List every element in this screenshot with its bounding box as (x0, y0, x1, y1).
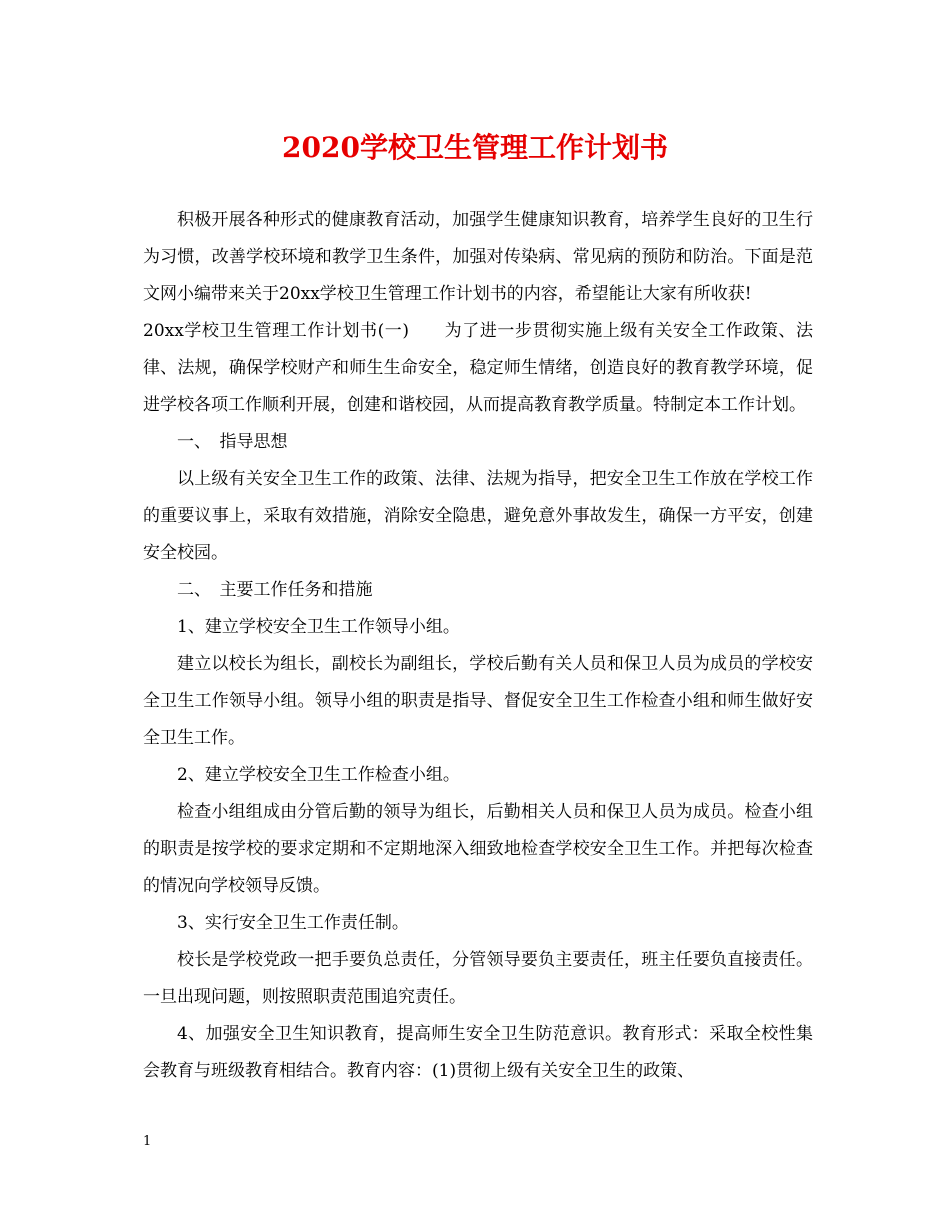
item-heading-inspection-group: 2、建立学校安全卫生工作检查小组。 (177, 765, 460, 785)
document-body (143, 202, 813, 1090)
paragraph-safety-education: 4、加强安全卫生知识教育，提高师生安全卫生防范意识。教育形式：采取全校性集会教育与班级教育相结合。教育内容：(1)贯彻上级有关安全卫生的政策、 (143, 1024, 813, 1081)
paragraph-leadership-group: 建立以校长为组长，副校长为副组长，学校后勤有关人员和保卫人员为成员的学校安全卫生工作领导小组。领导小组的职责是指导、督促安全卫生工作检查小组和师生做好安全卫生工作。 (143, 654, 813, 748)
paragraph-intro: 积极开展各种形式的健康教育活动，加强学生健康知识教育，培养学生良好的卫生行为习惯，改善学校环境和教学卫生条件，加强对传染病、常见病的预防和防治。下面是范文网小编带来关于20xx学校卫生管理工作计划书的内容，希望能让大家有所收获! (143, 210, 813, 304)
paragraph-inspection-group: 检查小组组成由分管后勤的领导为组长，后勤相关人员和保卫人员为成员。检查小组的职责是按学校的要求定期和不定期地深入细致地检查学校安全卫生工作。并把每次检查的情况向学校领导反馈。 (143, 802, 813, 896)
paragraph-guiding-ideology: 以上级有关安全卫生工作的政策、法律、法规为指导，把安全卫生工作放在学校工作的重要议事上，采取有效措施，消除安全隐患，避免意外事故发生，确保一方平安，创建安全校园。 (143, 469, 813, 563)
paragraph-plan-intro: 20xx学校卫生管理工作计划书(一) 为了进一步贯彻实施上级有关安全工作政策、法律、法规，确保学校财产和师生生命安全，稳定师生情绪，创造良好的教育教学环境，促进学校各项工作顺利开展，创建和谐校园，从而提高教育教学质量。特制定本工作计划。 (143, 321, 813, 415)
item-heading-leadership-group: 1、建立学校安全卫生工作领导小组。 (177, 617, 460, 637)
section-heading-main-tasks: 二、 主要工作任务和措施 (177, 580, 373, 600)
item-heading-responsibility: 3、实行安全卫生工作责任制。 (177, 913, 409, 933)
section-heading-guiding-ideology: 一、 指导思想 (177, 432, 288, 452)
document-title: 2020学校卫生管理工作计划书 (282, 131, 668, 164)
paragraph-responsibility: 校长是学校党政一把手要负总责任，分管领导要负主要责任，班主任要负直接责任。一旦出现问题，则按照职责范围追究责任。 (143, 950, 813, 1007)
page-number: 1 (143, 1134, 152, 1149)
